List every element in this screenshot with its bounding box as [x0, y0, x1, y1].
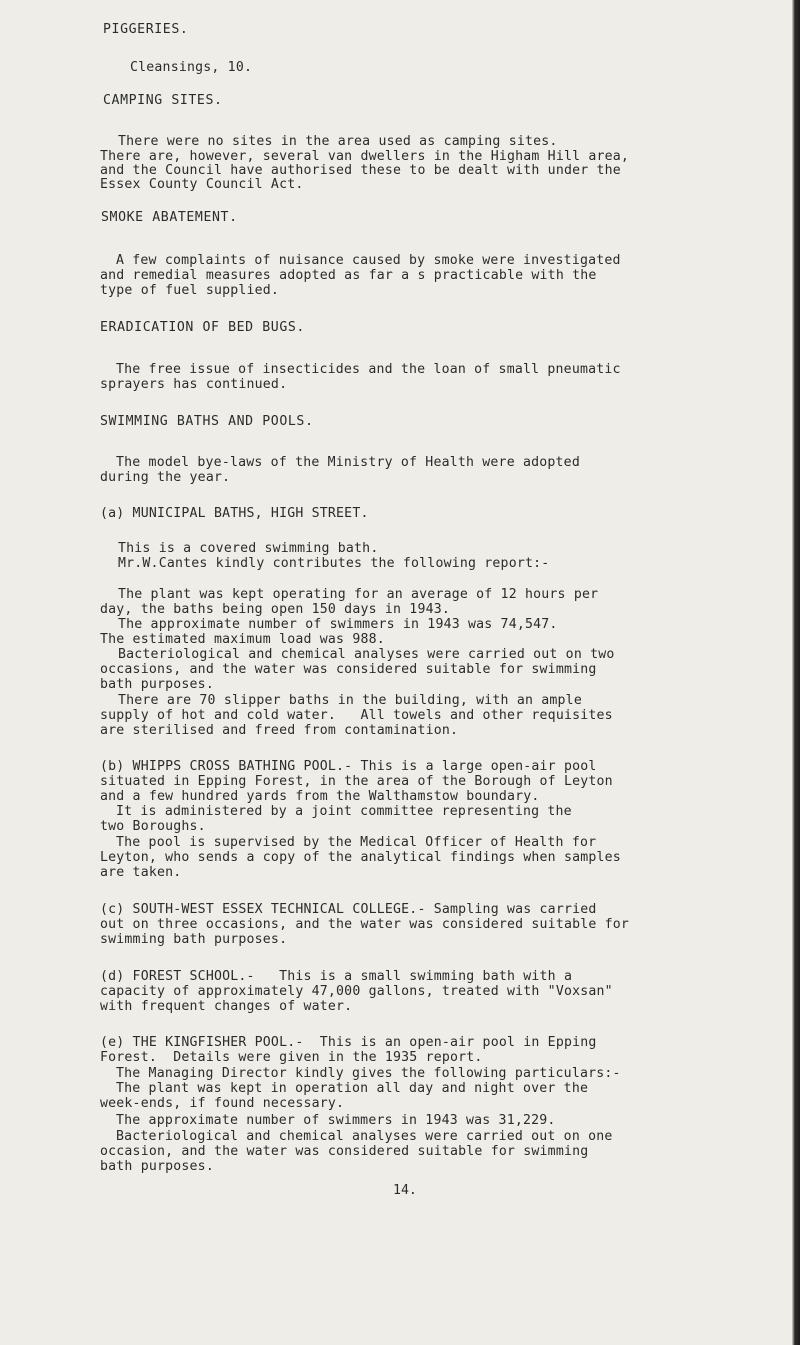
- text-line: two Boroughs.: [100, 819, 206, 834]
- text-line: are taken.: [100, 865, 182, 880]
- text-line: There were no sites in the area used as camping sites.: [118, 134, 558, 149]
- text-line: swimming bath purposes.: [100, 932, 288, 947]
- text-line: The plant was kept operating for an average of 12 hours per: [118, 587, 599, 602]
- text-line: There are 70 slipper baths in the building, with an ample: [118, 693, 582, 708]
- text-line: situated in Epping Forest, in the area of the Borough of Leyton: [100, 774, 613, 789]
- subheading-whipps-cross: (b) WHIPPS CROSS BATHING POOL.- This is a large open-air pool: [100, 759, 597, 774]
- text-line: Bacteriological and chemical analyses were carried out on two: [118, 647, 615, 662]
- text-line: The approximate number of swimmers in 1943 was 31,229.: [116, 1113, 556, 1128]
- subheading-kingfisher-pool: (e) THE KINGFISHER POOL.- This is an open-air pool in Epping: [100, 1035, 597, 1050]
- text-line: are sterilised and freed from contamination.: [100, 723, 459, 738]
- text-line: bath purposes.: [100, 677, 214, 692]
- text-line: This is a covered swimming bath.: [118, 541, 379, 556]
- text-line: Mr.W.Cantes kindly contributes the following report:-: [118, 556, 550, 571]
- heading-swimming-baths: SWIMMING BATHS AND POOLS.: [100, 414, 314, 429]
- heading-piggeries: PIGGERIES.: [103, 22, 189, 37]
- subheading-forest-school: (d) FOREST SCHOOL.- This is a small swimming bath with a: [100, 969, 573, 984]
- text-line: sprayers has continued.: [100, 377, 288, 392]
- text-line: The estimated maximum load was 988.: [100, 632, 385, 647]
- text-line: supply of hot and cold water. All towels and other requisites: [100, 708, 613, 723]
- text-line: occasion, and the water was considered suitable for swimming: [100, 1144, 589, 1159]
- text-line: Forest. Details were given in the 1935 report.: [100, 1050, 483, 1065]
- text-line: during the year.: [100, 470, 231, 485]
- text-line: out on three occasions, and the water was considered suitable for: [100, 917, 630, 932]
- text-line: Essex County Council Act.: [100, 177, 304, 192]
- text-line: bath purposes.: [100, 1159, 214, 1174]
- text-line: A few complaints of nuisance caused by smoke were investigated: [116, 253, 621, 268]
- page-edge-shadow: [792, 0, 800, 1345]
- text-line: week-ends, if found necessary.: [100, 1096, 345, 1111]
- text-line: with frequent changes of water.: [100, 999, 353, 1014]
- subheading-municipal-baths: (a) MUNICIPAL BATHS, HIGH STREET.: [100, 506, 369, 521]
- text-line: It is administered by a joint committee representing the: [116, 804, 572, 819]
- text-line: The model bye-laws of the Ministry of Health were adopted: [116, 455, 580, 470]
- text-line: There are, however, several van dwellers in the Higham Hill area,: [100, 149, 630, 164]
- text-line: and remedial measures adopted as far a s practicable with the: [100, 268, 597, 283]
- text-line: The approximate number of swimmers in 1943 was 74,547.: [118, 617, 558, 632]
- heading-smoke-abatement: SMOKE ABATEMENT.: [101, 210, 238, 225]
- text-line: and a few hundred yards from the Walthamstow boundary.: [100, 789, 540, 804]
- text-line: The plant was kept in operation all day and night over the: [116, 1081, 589, 1096]
- heading-bed-bugs: ERADICATION OF BED BUGS.: [100, 320, 305, 335]
- text-line: Bacteriological and chemical analyses were carried out on one: [116, 1129, 613, 1144]
- text-line: Leyton, who sends a copy of the analytical findings when samples: [100, 850, 621, 865]
- heading-camping-sites: CAMPING SITES.: [103, 93, 223, 108]
- page-number: 14.: [393, 1183, 417, 1198]
- text-line: capacity of approximately 47,000 gallons, treated with "Voxsan": [100, 984, 613, 999]
- text-line: day, the baths being open 150 days in 1943.: [100, 602, 451, 617]
- text-line: and the Council have authorised these to be dealt with under the: [100, 163, 621, 178]
- subheading-technical-college: (c) SOUTH-WEST ESSEX TECHNICAL COLLEGE.- Sampling was carried: [100, 902, 597, 917]
- text-line: The free issue of insecticides and the loan of small pneumatic: [116, 362, 621, 377]
- text-line: The Managing Director kindly gives the following particulars:-: [116, 1066, 621, 1081]
- text-line: type of fuel supplied.: [100, 283, 280, 298]
- text-line: occasions, and the water was considered suitable for swimming: [100, 662, 597, 677]
- text-line: The pool is supervised by the Medical Officer of Health for: [116, 835, 597, 850]
- text-line: Cleansings, 10.: [130, 60, 253, 75]
